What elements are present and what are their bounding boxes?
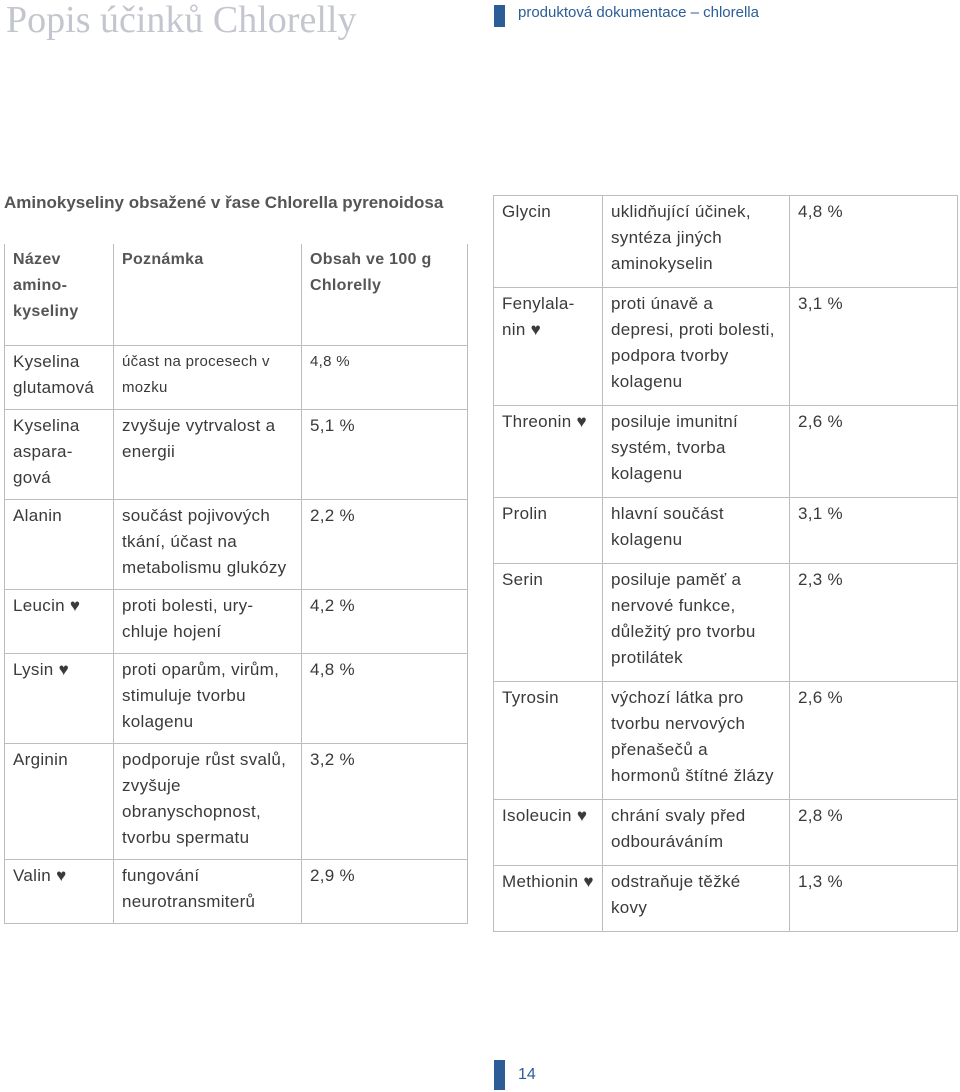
table-row <box>494 406 958 498</box>
amino-acid-note: proti oparům, virům, stimuluje tvorbu kolagenu <box>114 654 302 744</box>
amino-acid-name: Arginin <box>5 744 114 860</box>
amino-acid-note: proti únavě a depresi, proti bolesti, podpora tvorby kolagenu <box>603 288 790 406</box>
amino-acid-value: 4,8 % <box>302 654 468 744</box>
table-row <box>494 196 958 288</box>
amino-acid-name: Valin ♥ <box>5 860 114 924</box>
amino-acid-name: Prolin <box>494 498 603 564</box>
amino-acid-note: součást pojivových tkání, účast na metabolismu glukózy <box>114 500 302 590</box>
amino-acid-value: 2,2 % <box>302 500 468 590</box>
amino-acid-note: posiluje imunitní systém, tvorba kolagenu <box>603 406 790 498</box>
amino-acid-note: uklidňující účinek, syntéza jiných aminokyselin <box>603 196 790 288</box>
table-heading: Aminokyseliny obsažené v řase Chlorella pyrenoidosa <box>4 193 444 212</box>
table-row <box>5 744 468 860</box>
amino-acid-note: proti bolesti, ury-chluje hojení <box>114 590 302 654</box>
amino-acid-name: Fenylala-nin ♥ <box>494 288 603 406</box>
amino-acid-name: Kyselina glutamová <box>5 346 114 410</box>
document-tag: produktová dokumentace – chlorella <box>518 4 759 21</box>
table-row <box>5 346 468 410</box>
amino-acid-value: 2,9 % <box>302 860 468 924</box>
amino-acid-table-right <box>493 195 958 932</box>
amino-acid-name: Glycin <box>494 196 603 288</box>
table-header-row <box>5 244 468 346</box>
amino-acid-note: fungování neurotransmiterů <box>114 860 302 924</box>
table-row <box>5 654 468 744</box>
amino-acid-value: 4,8 % <box>790 196 958 288</box>
amino-acid-value: 2,6 % <box>790 682 958 800</box>
amino-acid-name: Alanin <box>5 500 114 590</box>
page-number-marker <box>494 1060 505 1090</box>
amino-acid-value: 4,2 % <box>302 590 468 654</box>
amino-acid-name: Leucin ♥ <box>5 590 114 654</box>
amino-acid-value: 3,1 % <box>790 498 958 564</box>
amino-acid-value: 4,8 % <box>302 346 468 410</box>
table-row <box>5 410 468 500</box>
table-row <box>5 500 468 590</box>
page-title: Popis účinků Chlorelly <box>6 0 357 41</box>
amino-acid-value: 5,1 % <box>302 410 468 500</box>
amino-acid-note: výchozí látka pro tvorbu nervových přenašečů a hormonů štítné žlázy <box>603 682 790 800</box>
amino-acid-name: Threonin ♥ <box>494 406 603 498</box>
table-row <box>494 288 958 406</box>
page-number: 14 <box>518 1066 536 1083</box>
amino-acid-note: účast na procesech v mozku <box>114 346 302 410</box>
amino-acid-value: 2,3 % <box>790 564 958 682</box>
amino-acid-value: 2,6 % <box>790 406 958 498</box>
column-header-name: Název amino-kyseliny <box>5 244 114 346</box>
column-header-note: Poznámka <box>114 244 302 346</box>
amino-acid-note: posiluje paměť a nervové funkce, důležitý pro tvorbu protilátek <box>603 564 790 682</box>
amino-acid-name: Lysin ♥ <box>5 654 114 744</box>
column-header-value: Obsah ve 100 g Chlorelly <box>302 244 468 346</box>
amino-acid-value: 1,3 % <box>790 866 958 932</box>
table-row <box>494 682 958 800</box>
amino-acid-note: podporuje růst svalů, zvyšuje obranyschopnost, tvorbu spermatu <box>114 744 302 860</box>
table-row <box>494 564 958 682</box>
amino-acid-note: chrání svaly před odbouráváním <box>603 800 790 866</box>
amino-acid-name: Methionin ♥ <box>494 866 603 932</box>
table-row <box>494 498 958 564</box>
amino-acid-note: hlavní součást kolagenu <box>603 498 790 564</box>
amino-acid-value: 2,8 % <box>790 800 958 866</box>
amino-acid-note: zvyšuje vytrvalost a energii <box>114 410 302 500</box>
amino-acid-name: Isoleucin ♥ <box>494 800 603 866</box>
amino-acid-name: Tyrosin <box>494 682 603 800</box>
table-row <box>5 590 468 654</box>
amino-acid-table-left <box>4 244 468 924</box>
table-row <box>5 860 468 924</box>
section-marker <box>494 5 505 27</box>
amino-acid-value: 3,1 % <box>790 288 958 406</box>
amino-acid-name: Kyselina aspara-gová <box>5 410 114 500</box>
table-row <box>494 866 958 932</box>
table-row <box>494 800 958 866</box>
amino-acid-name: Serin <box>494 564 603 682</box>
amino-acid-value: 3,2 % <box>302 744 468 860</box>
amino-acid-note: odstraňuje těžké kovy <box>603 866 790 932</box>
